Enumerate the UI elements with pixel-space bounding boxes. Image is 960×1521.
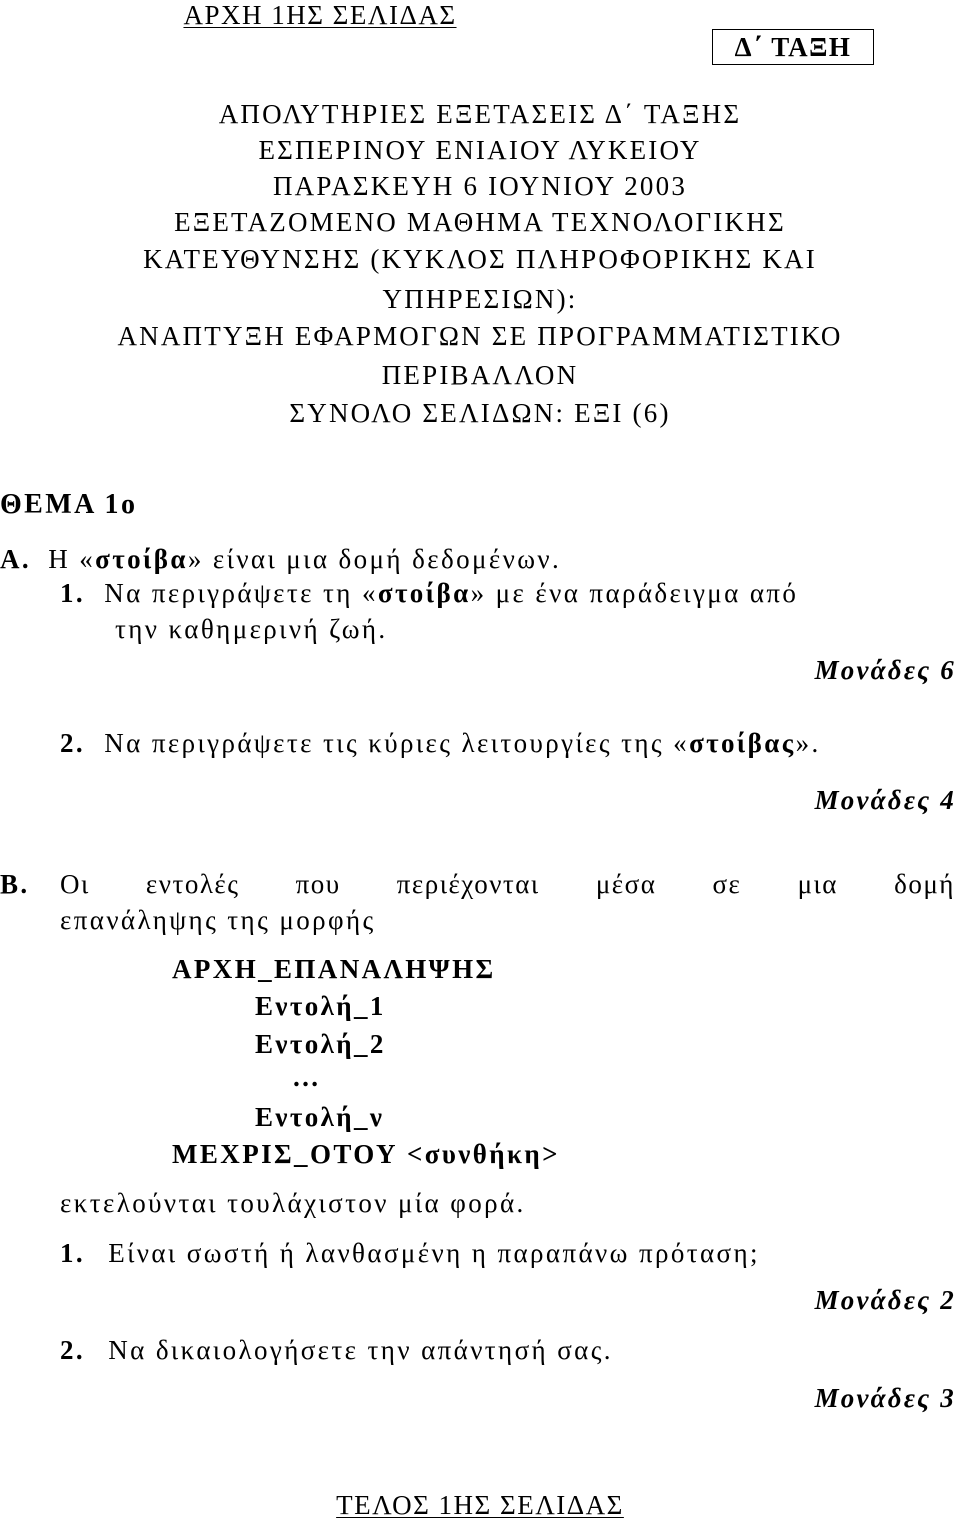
code-line-3: Εντολή_2	[255, 1029, 386, 1059]
title-line-3: ΠΑΡΑΣΚΕΥΗ 6 ΙΟΥΝΙΟΥ 2003	[272, 171, 688, 201]
title-line-6: ΥΠΗΡΕΣΙΩΝ):	[382, 284, 578, 314]
part-b-label: Β.	[0, 869, 30, 899]
part-b-after-code: εκτελούνται τουλάχιστον μία φορά.	[60, 1188, 526, 1218]
question-a1: 1. Να περιγράψετε τη «στοίβα» με ένα παράδειγμα από	[60, 578, 799, 608]
points-b1: Μονάδες 2	[814, 1285, 956, 1315]
page-bottom-label: ΤΕΛΟΣ 1ΗΣ ΣΕΛΙΔΑΣ	[336, 1490, 624, 1520]
page-top-label: ΑΡΧΗ 1ΗΣ ΣΕΛΙΔΑΣ	[183, 0, 457, 30]
question-a2-number: 2.	[60, 728, 86, 758]
code-line-5: ΜΕΧΡΙΣ_ΟΤΟΥ <συνθήκη>	[172, 1139, 560, 1169]
title-line-7: ΑΝΑΠΤΥΞΗ ΕΦΑΡΜΟΓΩΝ ΣΕ ΠΡΟΓΡΑΜΜΑΤΙΣΤΙΚΟ	[117, 321, 843, 351]
title-line-8: ΠΕΡΙΒΑΛΛΟΝ	[381, 360, 579, 390]
question-b1: 1. Είναι σωστή ή λανθασμένη η παραπάνω πρόταση;	[60, 1238, 760, 1268]
part-b-continuation: επανάληψης της μορφής	[60, 905, 376, 935]
title-line-4: ΕΞΕΤΑΖΟΜΕΝΟ ΜΑΘΗΜΑ ΤΕΧΝΟΛΟΓΙΚΗΣ	[174, 207, 786, 237]
question-a2: 2. Να περιγράψετε τις κύριες λειτουργίες της «στοίβας».	[60, 728, 821, 758]
points-a1: Μονάδες 6	[814, 655, 956, 685]
question-a1-number: 1.	[60, 578, 86, 608]
code-line-ellipsis: …	[292, 1062, 322, 1092]
title-line-1: ΑΠΟΛΥΤΗΡΙΕΣ ΕΞΕΤΑΣΕΙΣ Δ΄ ΤΑΞΗΣ	[218, 99, 742, 129]
points-b2: Μονάδες 3	[814, 1383, 956, 1413]
points-a2: Μονάδες 4	[814, 785, 956, 815]
theme-heading: ΘΕΜΑ 1ο	[0, 489, 138, 520]
title-line-2: ΕΣΠΕΡΙΝΟΥ ΕΝΙΑΙΟΥ ΛΥΚΕΙΟΥ	[258, 135, 702, 165]
part-a-label: Α.	[0, 544, 32, 574]
title-line-9: ΣΥΝΟΛΟ ΣΕΛΙΔΩΝ: ΕΞΙ (6)	[289, 398, 671, 428]
part-b-statement: Οι εντολές που περιέχονται μέσα σε μια δομή	[60, 869, 955, 899]
question-b2-number: 2.	[60, 1335, 86, 1365]
class-box: Δ΄ ΤΑΞΗ	[712, 29, 874, 65]
part-a-statement: Α. Η «στοίβα» είναι μια δομή δεδομένων.	[0, 544, 562, 574]
title-line-5: ΚΑΤΕΥΘΥΝΣΗΣ (ΚΥΚΛΟΣ ΠΛΗΡΟΦΟΡΙΚΗΣ ΚΑΙ	[143, 244, 817, 274]
question-b2: 2. Να δικαιολογήσετε την απάντησή σας.	[60, 1335, 613, 1365]
question-b1-number: 1.	[60, 1238, 86, 1268]
code-line-4: Εντολή_ν	[255, 1102, 385, 1132]
question-a1-continuation: την καθημερινή ζωή.	[115, 614, 388, 644]
code-line-2: Εντολή_1	[255, 991, 386, 1021]
code-line-1: ΑΡΧΗ_ΕΠΑΝΑΛΗΨΗΣ	[172, 954, 496, 984]
